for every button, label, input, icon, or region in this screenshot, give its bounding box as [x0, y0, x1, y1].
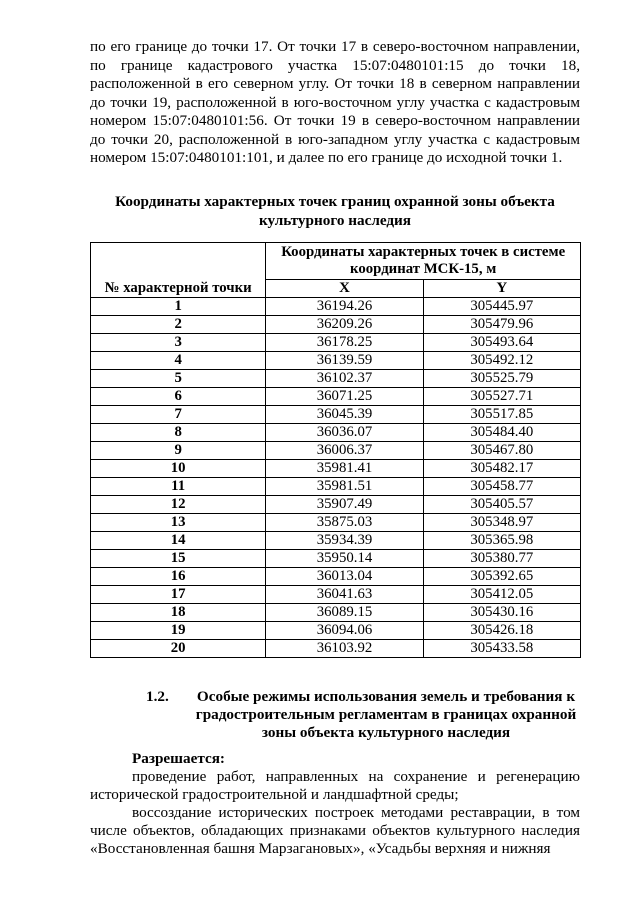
point-number-cell: 8: [91, 424, 266, 442]
y-coordinate-cell: 305412.05: [423, 586, 580, 604]
intro-text: по его границе до точки 17. От точки 17 в северо-восточном направлении, по границе кадастрового участка 15:07:0480101:15 до точки 18, расположенной в его северном углу. От точки 18 в северном направлении до точки 19, расположенной в юго-восточном углу участка с кадастровым номером 15:07:0480101:56. От точки 19 в северо-восточном направлении до точки 20, расположенной в юго-западном углу участка с кадастровым номером 15:07:0480101:101, и далее по его границе до исходной точки 1.: [90, 38, 580, 166]
x-coordinate-cell: 35981.41: [266, 460, 423, 478]
y-coordinate-cell: 305392.65: [423, 568, 580, 586]
x-coordinate-cell: 35907.49: [266, 496, 423, 514]
table-row: [91, 442, 581, 460]
table-row: [91, 352, 581, 370]
point-number-cell: 12: [91, 496, 266, 514]
x-coordinate-cell: 36094.06: [266, 622, 423, 640]
point-number-cell: 15: [91, 550, 266, 568]
table-row: [91, 514, 581, 532]
point-number-cell: 9: [91, 442, 266, 460]
table-row: [91, 334, 581, 352]
point-number-cell: 2: [91, 316, 266, 334]
x-coordinate-cell: 36045.39: [266, 406, 423, 424]
y-coordinate-cell: 305405.57: [423, 496, 580, 514]
point-number-cell: 20: [91, 640, 266, 658]
point-number-cell: 17: [91, 586, 266, 604]
table-row: [91, 370, 581, 388]
table-row: [91, 406, 581, 424]
paragraph-1: проведение работ, направленных на сохранение и регенерацию исторической градостроительной и ландшафтной среды;: [90, 768, 580, 803]
y-coordinate-cell: 305430.16: [423, 604, 580, 622]
table-row: [91, 460, 581, 478]
table-row: [91, 478, 581, 496]
x-coordinate-cell: 35981.51: [266, 478, 423, 496]
table-row: [91, 550, 581, 568]
x-coordinate-cell: 36071.25: [266, 388, 423, 406]
table-row: [91, 496, 581, 514]
table-row: [91, 298, 581, 316]
point-number-cell: 13: [91, 514, 266, 532]
x-coordinate-cell: 36178.25: [266, 334, 423, 352]
y-coordinate-cell: 305484.40: [423, 424, 580, 442]
point-number-cell: 16: [91, 568, 266, 586]
coordinates-table: [90, 242, 581, 658]
header-y: Y: [423, 280, 580, 298]
y-coordinate-cell: 305482.17: [423, 460, 580, 478]
x-coordinate-cell: 35934.39: [266, 532, 423, 550]
point-number-cell: 10: [91, 460, 266, 478]
x-coordinate-cell: 36139.59: [266, 352, 423, 370]
section-number: 1.2.: [146, 688, 169, 705]
x-coordinate-cell: 36209.26: [266, 316, 423, 334]
paragraph-2: воссоздание исторических построек методами реставрации, в том числе объектов, обладающих признаками объектов культурного наследия «Восстановленная башня Марзагановых», «Усадьбы верхняя и нижняя: [90, 804, 580, 857]
section-body: [90, 768, 580, 858]
y-coordinate-cell: 305479.96: [423, 316, 580, 334]
table-row: [91, 388, 581, 406]
table-row: [91, 568, 581, 586]
table-title: Координаты характерных точек границ охранной зоны объекта культурного наследия: [115, 193, 555, 229]
table-row: [91, 424, 581, 442]
section-heading: [146, 688, 586, 742]
point-number-cell: 14: [91, 532, 266, 550]
point-number-cell: 11: [91, 478, 266, 496]
section-title: Особые режимы использования земель и требования к градостроительным регламентам в границах охранной зоны объекта культурного наследия: [195, 688, 577, 741]
y-coordinate-cell: 305348.97: [423, 514, 580, 532]
point-number-cell: 5: [91, 370, 266, 388]
x-coordinate-cell: 36006.37: [266, 442, 423, 460]
y-coordinate-cell: 305527.71: [423, 388, 580, 406]
x-coordinate-cell: 36194.26: [266, 298, 423, 316]
y-coordinate-cell: 305433.58: [423, 640, 580, 658]
table-row: [91, 532, 581, 550]
table-row: [91, 586, 581, 604]
x-coordinate-cell: 36103.92: [266, 640, 423, 658]
table-row: [91, 316, 581, 334]
table-body: [91, 298, 581, 658]
table-row: [91, 604, 581, 622]
point-number-cell: 18: [91, 604, 266, 622]
point-number-cell: 7: [91, 406, 266, 424]
point-number-cell: 3: [91, 334, 266, 352]
y-coordinate-cell: 305380.77: [423, 550, 580, 568]
y-coordinate-cell: 305445.97: [423, 298, 580, 316]
x-coordinate-cell: 36013.04: [266, 568, 423, 586]
header-coordinate-system: Координаты характерных точек в системе координат МСК-15, м: [266, 243, 581, 280]
y-coordinate-cell: 305517.85: [423, 406, 580, 424]
point-number-cell: 4: [91, 352, 266, 370]
table-row: [91, 622, 581, 640]
y-coordinate-cell: 305492.12: [423, 352, 580, 370]
x-coordinate-cell: 36089.15: [266, 604, 423, 622]
header-x: X: [266, 280, 423, 298]
x-coordinate-cell: 35950.14: [266, 550, 423, 568]
intro-paragraph: [90, 38, 580, 168]
header-point-number: № характерной точки: [91, 243, 266, 298]
point-number-cell: 1: [91, 298, 266, 316]
allowed-label: Разрешается:: [132, 750, 225, 767]
table-row: [91, 640, 581, 658]
x-coordinate-cell: 36102.37: [266, 370, 423, 388]
y-coordinate-cell: 305458.77: [423, 478, 580, 496]
y-coordinate-cell: 305493.64: [423, 334, 580, 352]
y-coordinate-cell: 305467.80: [423, 442, 580, 460]
point-number-cell: 6: [91, 388, 266, 406]
x-coordinate-cell: 35875.03: [266, 514, 423, 532]
y-coordinate-cell: 305525.79: [423, 370, 580, 388]
x-coordinate-cell: 36036.07: [266, 424, 423, 442]
y-coordinate-cell: 305365.98: [423, 532, 580, 550]
x-coordinate-cell: 36041.63: [266, 586, 423, 604]
y-coordinate-cell: 305426.18: [423, 622, 580, 640]
point-number-cell: 19: [91, 622, 266, 640]
